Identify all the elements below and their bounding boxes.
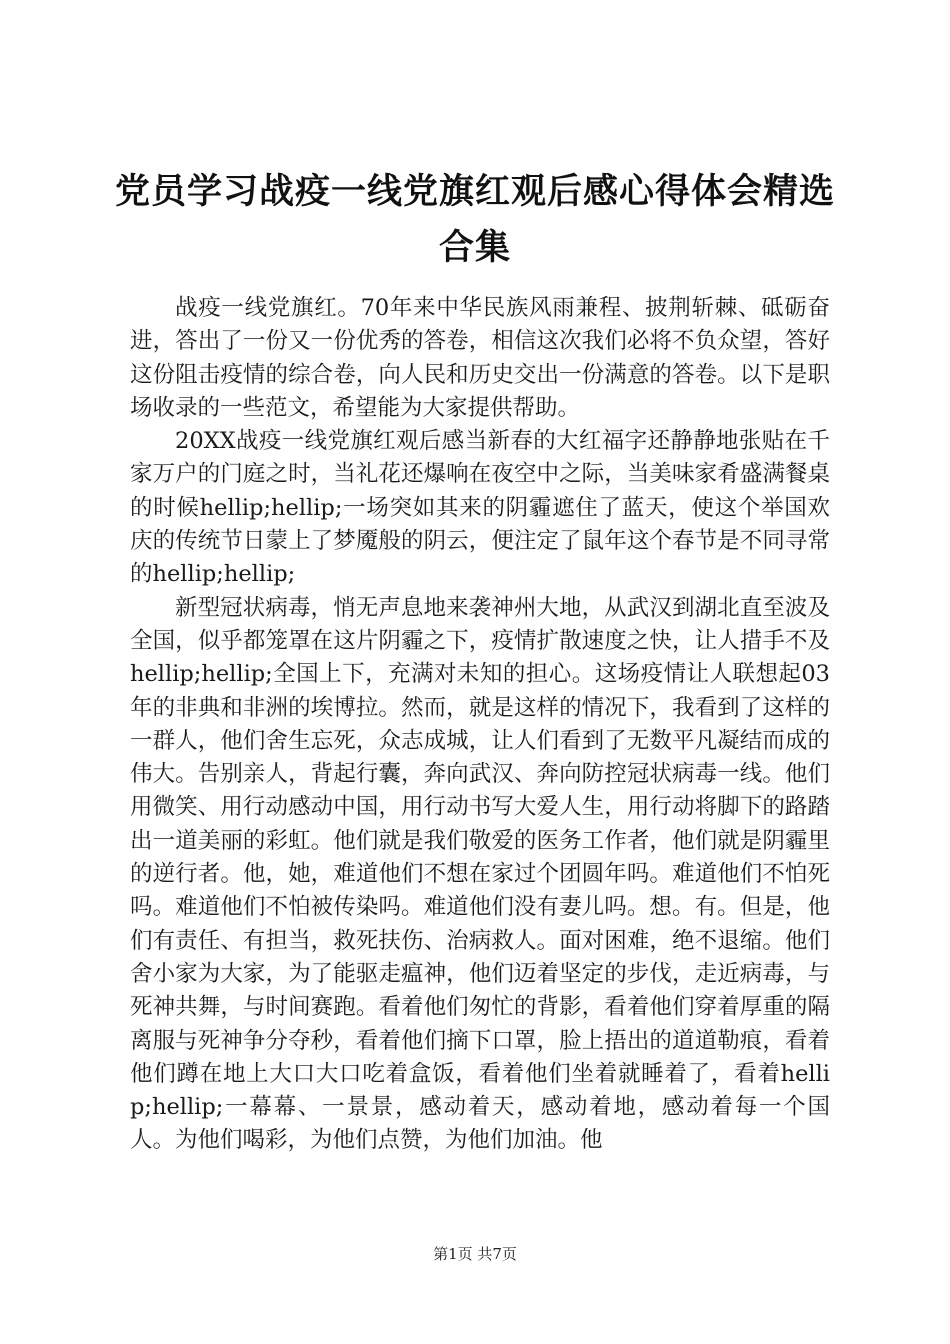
document-body	[130, 292, 830, 1158]
paragraph-essay-body: 新型冠状病毒，悄无声息地来袭神州大地，从武汉到湖北直至波及全国，似乎都笼罩在这片阴霾之下，疫情扩散速度之快，让人措手不及hellip;hellip;全国上下，充满对未知的担心。这场疫情让人联想起03年的非典和非洲的埃博拉。然而，就是这样的情况下，我看到了这样的一群人，他们舍生忘死，众志成城，让人们看到了无数平凡凝结而成的伟大。告别亲人，背起行囊，奔向武汉、奔向防控冠状病毒一线。他们用微笑、用行动感动中国，用行动书写大爱人生，用行动将脚下的路踏出一道美丽的彩虹。他们就是我们敬爱的医务工作者，他们就是阴霾里的逆行者。他，她，难道他们不想在家过个团圆年吗。难道他们不怕死吗。难道他们不怕被传染吗。难道他们没有妻儿吗。想。有。但是，他们有责任、有担当，救死扶伤、治病救人。面对困难，绝不退缩。他们舍小家为大家，为了能驱走瘟神，他们迈着坚定的步伐，走近病毒，与死神共舞，与时间赛跑。看着他们匆忙的背影，看着他们穿着厚重的隔离服与死神争分夺秒，看着他们摘下口罩，脸上捂出的道道勒痕，看着他们蹲在地上大口大口吃着盒饭，看着他们坐着就睡着了，看着hellip;hellip;一幕幕、一景景，感动着天，感动着地，感动着每一个国人。为他们喝彩，为他们点赞，为他们加油。他	[130, 594, 830, 1154]
paragraph-intro: 战疫一线党旗红。70年来中华民族风雨兼程、披荆斩棘、砥砺奋进，答出了一份又一份优秀的答卷，相信这次我们必将不负众望，答好这份阻击疫情的综合卷，向人民和历史交出一份满意的答卷。以下是职场收录的一些范文，希望能为大家提供帮助。	[130, 295, 830, 421]
paragraph-essay-opening: 20XX战疫一线党旗红观后感当新春的大红福字还静静地张贴在千家万户的门庭之时，当礼花还爆响在夜空中之际，当美味家肴盛满餐桌的时候hellip;hellip;一场突如其来的阴霾遮住了蓝天，使这个举国欢庆的传统节日蒙上了梦魇般的阴云，便注定了鼠年这个春节是不同寻常的hellip;hellip;	[130, 428, 830, 588]
document-title: 党员学习战疫一线党旗红观后感心得体会精选合集	[114, 171, 835, 268]
page-number-footer: 第1页 共7页	[433, 1245, 517, 1263]
